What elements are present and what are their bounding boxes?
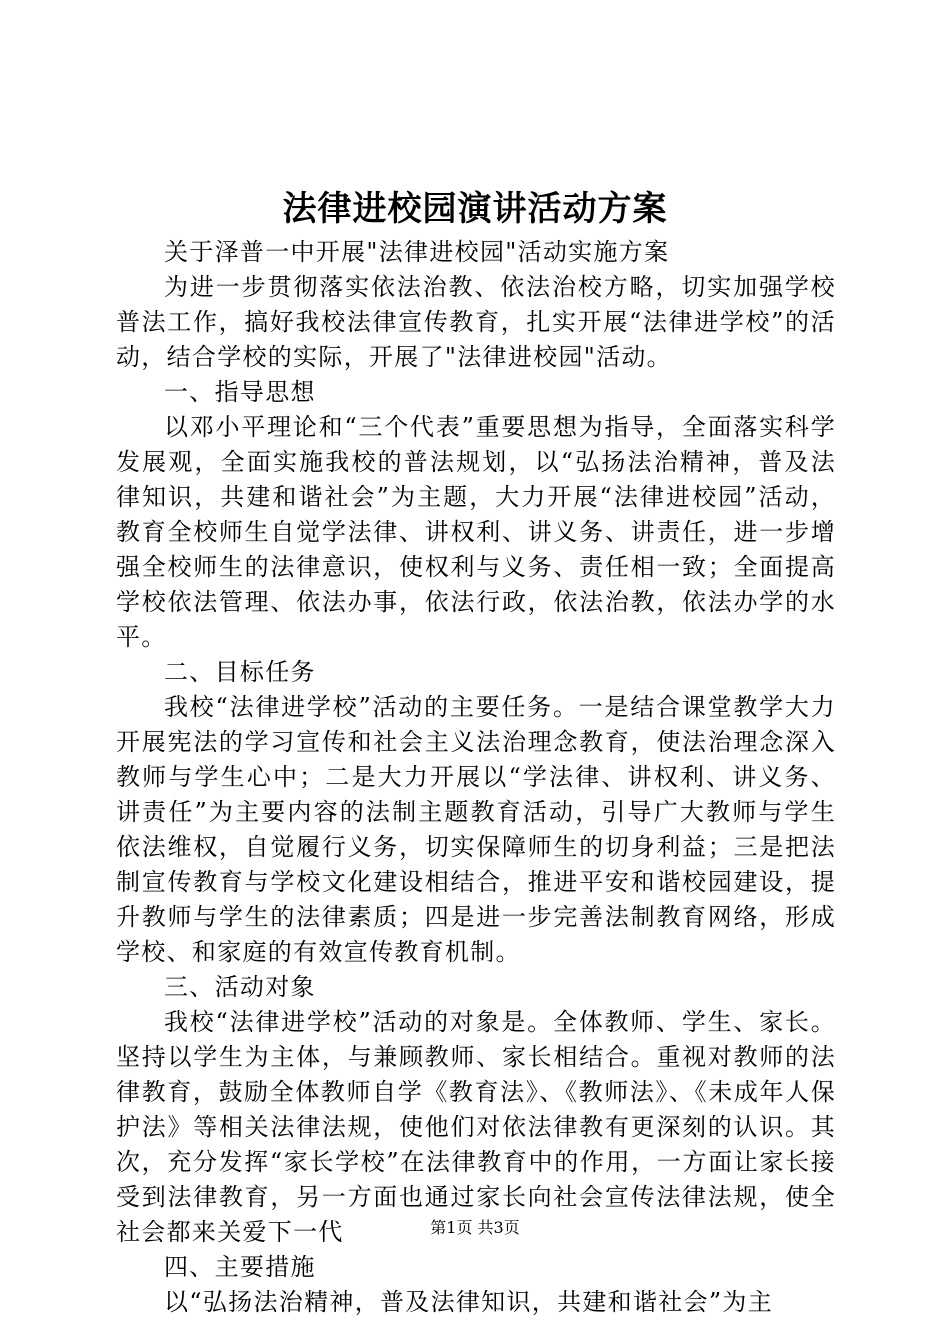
participants-paragraph: 我校“法律进学校”活动的对象是。全体教师、学生、家长。坚持以学生为主体，与兼顾教师、家长相结合。重视对教师的法律教育，鼓励全体教师自学《教育法》、《教师法》、《未成年人保护法》等相关法律法规，使他们对依法律教有更深刻的认识。其次，充分发挥“家长学校”在法律教育中的作用，一方面让家长接受到法律教育，另一方面也通过家长向社会宣传法律法规，使全社会都来关爱下一代	[116, 1008, 836, 1246]
document-title: 法律进校园演讲活动方案	[282, 189, 668, 229]
section-heading-objectives: 二、目标任务	[164, 658, 316, 686]
guiding-ideology-paragraph: 以邓小平理论和“三个代表”重要思想为指导，全面落实科学发展观，全面实施我校的普法规划，以“弘扬法治精神，普及法律知识，共建和谐社会”为主题，大力开展“法律进校园”活动，教育全校师生自觉学法律、讲权利、讲义务、讲责任，进一步增强全校师生的法律意识，使权利与义务、责任相一致；全面提高学校依法管理、依法办事，依法行政，依法治教，依法办学的水平。	[116, 413, 836, 651]
measures-paragraph: 以“弘扬法治精神，普及法律知识，共建和谐社会”为主	[164, 1288, 774, 1316]
subtitle-paragraph: 关于泽普一中开展"法律进校园"活动实施方案	[164, 238, 670, 266]
document-body	[116, 235, 836, 1320]
section-heading-measures: 四、主要措施	[164, 1253, 316, 1281]
intro-paragraph: 为进一步贯彻落实依法治教、依法治校方略，切实加强学校普法工作，搞好我校法律宣传教育，扎实开展“法律进学校”的活动，结合学校的实际，开展了"法律进校园"活动。	[116, 273, 836, 371]
page-number-footer: 第1页 共3页	[430, 1218, 520, 1237]
section-heading-participants: 三、活动对象	[164, 973, 316, 1001]
objectives-paragraph: 我校“法律进学校”活动的主要任务。一是结合课堂教学大力开展宪法的学习宣传和社会主义法治理念教育，使法治理念深入教师与学生心中；二是大力开展以“学法律、讲权利、讲义务、讲责任”为主要内容的法制主题教育活动，引导广大教师与学生依法维权，自觉履行义务，切实保障师生的切身利益；三是把法制宣传教育与学校文化建设相结合，推进平安和谐校园建设，提升教师与学生的法律素质；四是进一步完善法制教育网络，形成学校、和家庭的有效宣传教育机制。	[116, 693, 836, 966]
section-heading-guiding-ideology: 一、指导思想	[164, 378, 316, 406]
